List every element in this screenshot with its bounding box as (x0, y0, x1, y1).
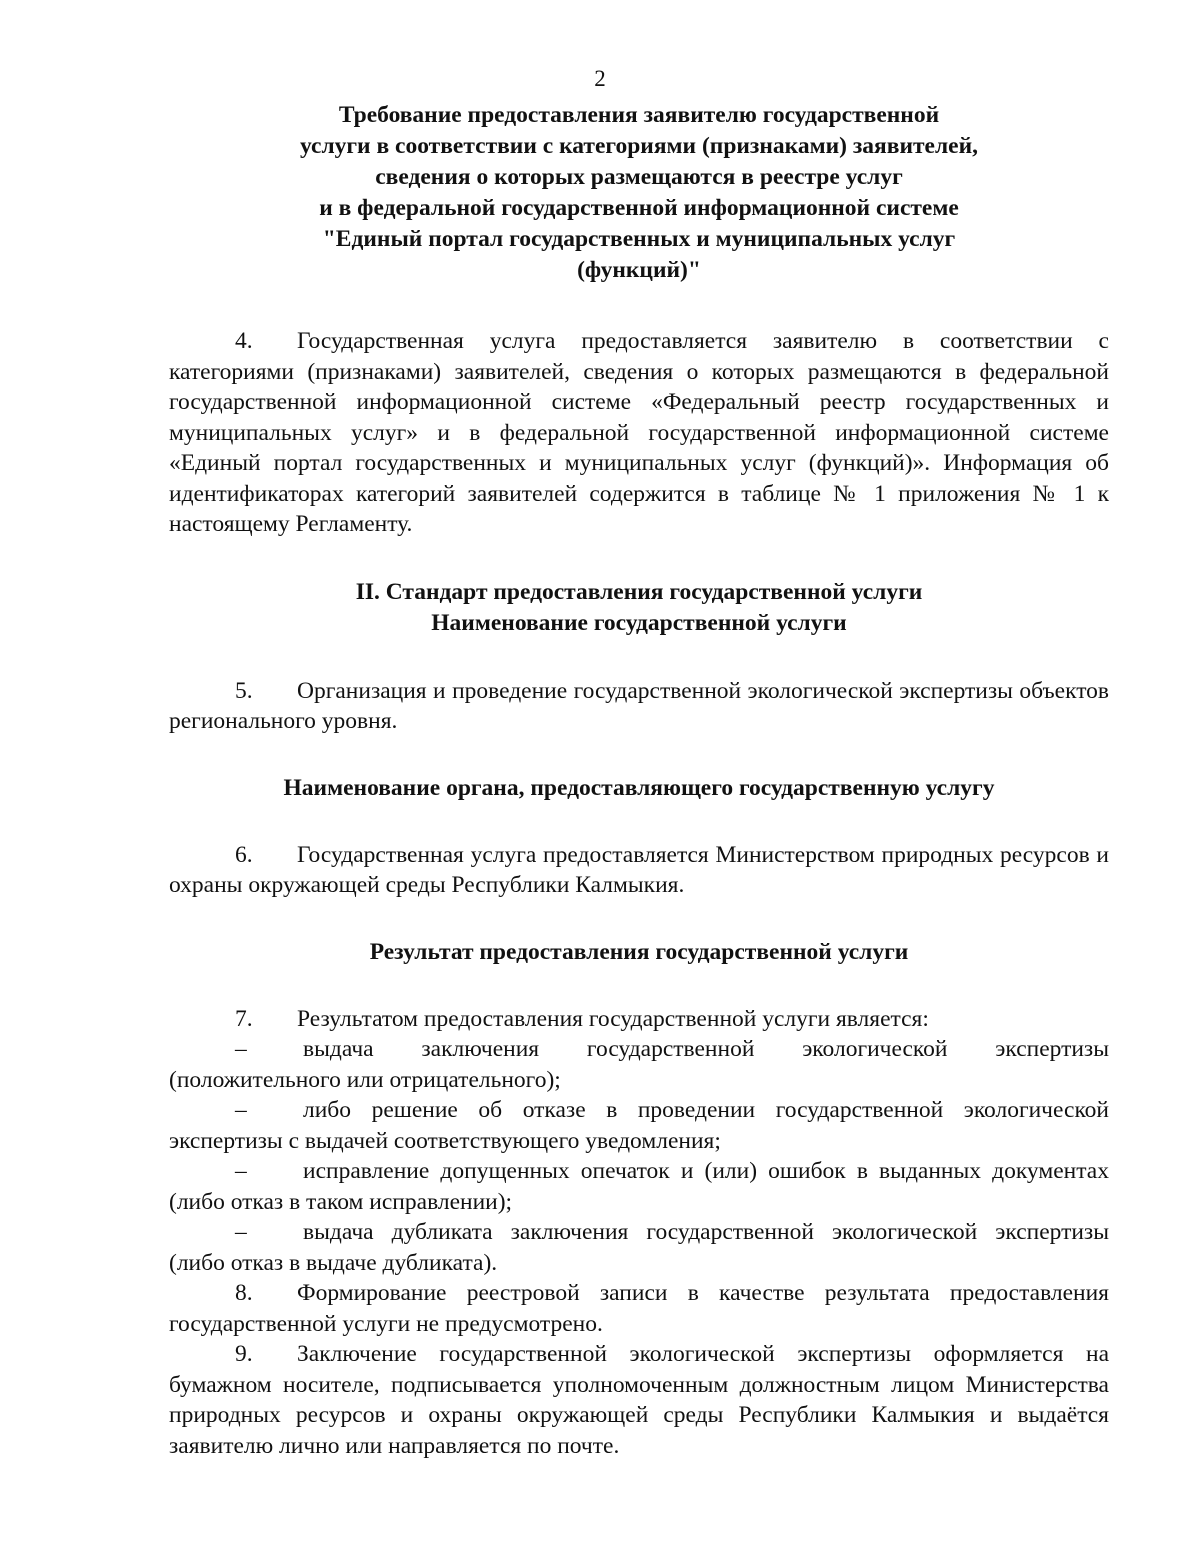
section-heading-requirement (169, 100, 1109, 286)
page-number: 2 (594, 66, 606, 91)
list-item-text: выдача заключения государственной экологической экспертизы (положительного или отрицательного); (169, 1036, 1109, 1093)
list-item-text: выдача дубликата заключения государственной экологической экспертизы (либо отказ в выдаче дубликата). (169, 1219, 1109, 1276)
paragraph-text: Организация и проведение государственной экологической экспертизы объектов регионального уровня. (169, 677, 1109, 734)
paragraph-number: 9. (235, 1341, 253, 1367)
paragraph-7 (169, 1004, 1109, 1035)
heading-line: сведения о которых размещаются в реестре услуг (375, 164, 903, 190)
heading-line: Наименование государственной услуги (431, 609, 847, 636)
heading-line: услуги в соответствии с категориями (признаками) заявителей, (299, 133, 978, 159)
paragraph-text: Заключение государственной экологической экспертизы оформляется на бумажном носителе, подписывается уполномоченным должностным лицом Министерства природных ресурсов и охраны окружающей среды Республики Калмыкия и выдаётся заявителю лично или направляется по почте. (169, 1341, 1109, 1459)
list-item-text: исправление допущенных опечаток и (или) ошибок в выданных документах (либо отказ в таком исправлении); (169, 1158, 1109, 1215)
paragraph-number: 4. (235, 328, 253, 354)
paragraph-5 (169, 676, 1109, 737)
paragraph-number: 8. (235, 1280, 253, 1306)
heading-line: и в федеральной государственной информационной системе (319, 195, 959, 221)
heading-line: "Единый портал государственных и муниципальных услуг (322, 226, 956, 252)
paragraph-text: Результатом предоставления государственной услуги является: (297, 1005, 929, 1032)
list-dash: – (235, 1158, 247, 1184)
section-heading-authority: Наименование органа, предоставляющего государственную услугу (283, 774, 995, 801)
list-item (169, 1156, 1109, 1217)
heading-line: (функций)" (577, 257, 701, 283)
section-heading-result: Результат предоставления государственной услуги (369, 938, 909, 965)
paragraph-text: Государственная услуга предоставляется заявителю в соответствии с категориями (признаками) заявителей, сведения о которых размещаются в федеральной государственной информационной системе «Федеральный реестр государственных и муниципальных услуг» и в федеральной государственной информационной системе «Единый портал государственных и муниципальных услуг (функций)». Информация об идентификаторах категорий заявителей содержится в таблице № 1 приложения № 1 к настоящему Регламенту. (169, 328, 1109, 537)
list-dash: – (235, 1097, 247, 1123)
heading-line: Требование предоставления заявителю государственной (338, 102, 940, 128)
heading-line: II. Стандарт предоставления государственной услуги (355, 578, 923, 605)
paragraph-text: Формирование реестровой записи в качестве результата предоставления государственной услуги не предусмотрено. (169, 1280, 1109, 1337)
paragraph-text: Государственная услуга предоставляется Министерством природных ресурсов и охраны окружающей среды Республики Калмыкия. (169, 841, 1109, 898)
paragraph-6 (169, 840, 1109, 901)
list-item-text: либо решение об отказе в проведении государственной экологической экспертизы с выдачей соответствующего уведомления; (169, 1097, 1109, 1154)
list-dash: – (235, 1036, 247, 1062)
paragraph-number: 6. (235, 841, 253, 868)
paragraph-4 (169, 326, 1109, 540)
paragraph-9 (169, 1339, 1109, 1461)
paragraph-number: 5. (235, 677, 253, 704)
paragraph-8 (169, 1278, 1109, 1339)
paragraph-number: 7. (235, 1005, 253, 1032)
document-body (169, 100, 1109, 1461)
list-item (169, 1217, 1109, 1278)
section-heading-standard (169, 577, 1109, 639)
list-item (169, 1034, 1109, 1095)
list-dash: – (235, 1219, 247, 1245)
list-item (169, 1095, 1109, 1156)
